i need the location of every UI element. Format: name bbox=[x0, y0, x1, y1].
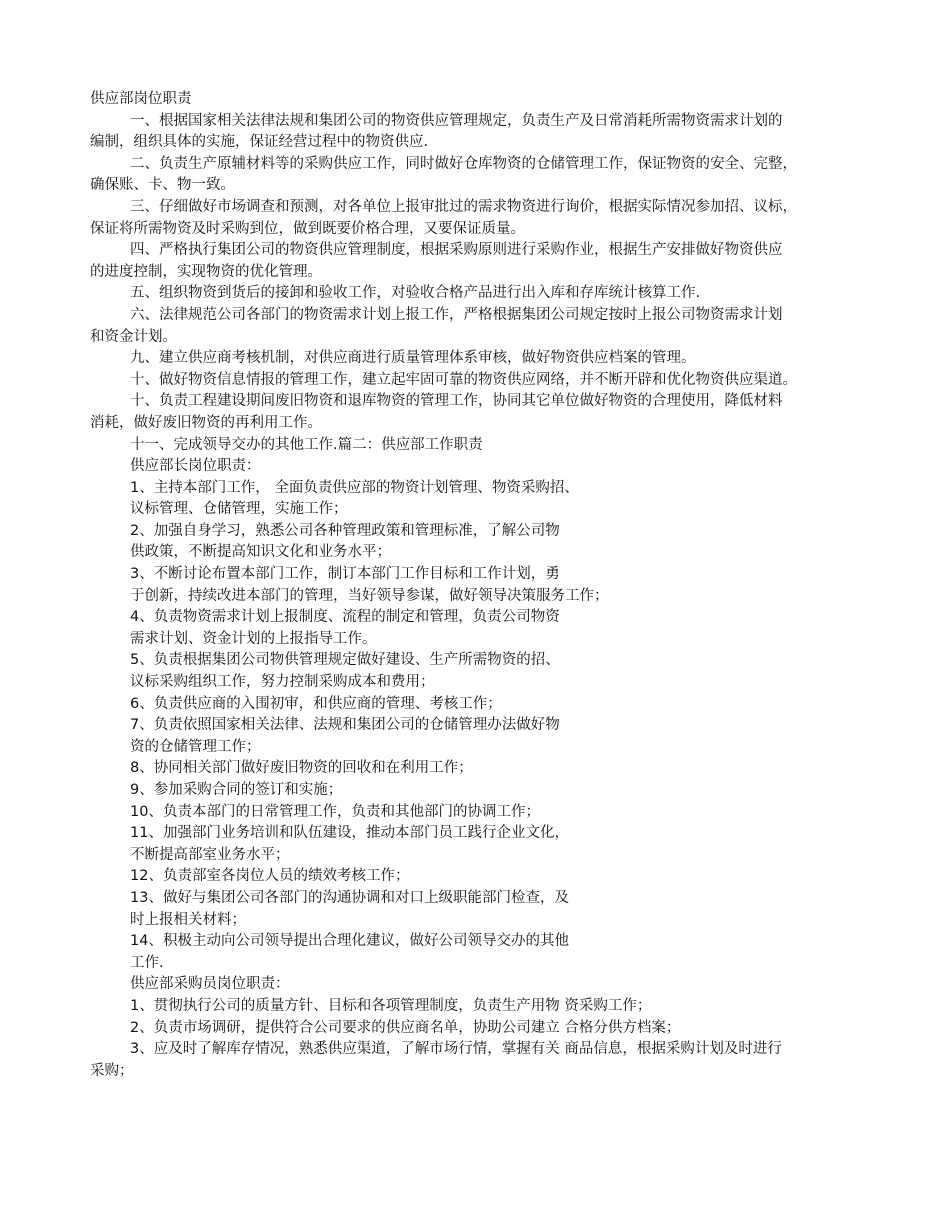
text-line: 13、做好与集团公司各部门的沟通协调和对口上级职能部门检查，及 bbox=[130, 889, 569, 906]
text-line: 7、负责依照国家相关法律、法规和集团公司的仓储管理办法做好物 bbox=[130, 717, 560, 734]
text-line: 供政策，不断提高知识文化和业务水平； bbox=[130, 544, 391, 561]
text-line: 6、负责供应商的入围初审，和供应商的管理、考核工作； bbox=[130, 695, 502, 712]
text-line: 1、贯彻执行公司的质量方针、目标和各项管理制度，负责生产用物 资采购工作； bbox=[130, 997, 652, 1014]
document-title: 供应部岗位职责 bbox=[90, 91, 192, 107]
document-page bbox=[90, 89, 880, 1082]
text-line: 采购； bbox=[90, 1062, 134, 1079]
text-line: 4、负责物资需求计划上报制度、流程的制定和管理，负责公司物资 bbox=[130, 609, 560, 626]
text-line: 11、加强部门业务培训和队伍建设，推动本部门员工践行企业文化， bbox=[130, 825, 569, 842]
text-line: 供应部采购员岗位职责： bbox=[130, 976, 290, 993]
text-line: 3、应及时了解库存情况，熟悉供应渠道，了解市场行情，掌握有关 商品信息，根据采购计划及时进行 bbox=[130, 1041, 782, 1058]
text-line: 二、负责生产原辅材料等的采购供应工作，同时做好仓库物资的仓储管理工作，保证物资的安全、完整， bbox=[130, 155, 797, 172]
text-line: 不断提高部室业务水平； bbox=[130, 846, 290, 863]
text-line: 2、加强自身学习，熟悉公司各种管理政策和管理标准，了解公司物 bbox=[130, 522, 560, 539]
text-line: 保证将所需物资及时采购到位，做到既要价格合理，又要保证质量。 bbox=[90, 220, 525, 237]
text-line: 的进度控制，实现物资的优化管理。 bbox=[90, 263, 322, 280]
text-line: 2、负责市场调研，提供符合公司要求的供应商名单，协助公司建立 合格分供方档案； bbox=[130, 1019, 681, 1036]
text-line: 三、仔细做好市场调查和预测，对各单位上报审批过的需求物资进行询价，根据实际情况参加招、议标， bbox=[130, 198, 797, 215]
text-line: 六、法律规范公司各部门的物资需求计划上报工作，严格根据集团公司规定按时上报公司物资需求计划 bbox=[130, 306, 783, 323]
text-line: 十、负责工程建设期间废旧物资和退库物资的管理工作，协同其它单位做好物资的合理使用，降低材料 bbox=[130, 393, 783, 410]
text-line: 资的仓储管理工作； bbox=[130, 738, 261, 755]
document-body bbox=[90, 111, 880, 1083]
text-line: 十一、完成领导交办的其他工作.篇二：供应部工作职责 bbox=[130, 436, 483, 453]
text-line: 一、根据国家相关法律法规和集团公司的物资供应管理规定，负责生产及日常消耗所需物资需求计划的 bbox=[130, 112, 783, 129]
text-line: 于创新，持续改进本部门的管理，当好领导参谋，做好领导决策服务工作； bbox=[130, 587, 609, 604]
text-line: 供应部长岗位职责： bbox=[130, 458, 261, 475]
text-line: 需求计划、资金计划的上报指导工作。 bbox=[130, 630, 377, 647]
text-line: 确保账、卡、物一致。 bbox=[90, 177, 235, 194]
text-line: 1、主持本部门工作， 全面负责供应部的物资计划管理、物资采购招、 bbox=[130, 479, 579, 496]
text-line: 10、负责本部门的日常管理工作，负责和其他部门的协调工作； bbox=[130, 803, 540, 820]
text-line: 14、积极主动向公司领导提出合理化建议，做好公司领导交办的其他 bbox=[130, 933, 569, 950]
text-line: 议标采购组织工作，努力控制采购成本和费用； bbox=[130, 674, 435, 691]
text-line: 和资金计划。 bbox=[90, 328, 177, 345]
text-line: 编制，组织具体的实施，保证经营过程中的物资供应. bbox=[90, 134, 429, 151]
text-line: 时上报相关材料； bbox=[130, 911, 246, 928]
text-line: 十、做好物资信息情报的管理工作，建立起牢固可靠的物资供应网络，并不断开辟和优化物资供应渠道。 bbox=[130, 371, 797, 388]
text-line: 12、负责部室各岗位人员的绩效考核工作； bbox=[130, 868, 410, 885]
text-line: 工作. bbox=[130, 954, 164, 971]
text-line: 8、协同相关部门做好废旧物资的回收和在利用工作； bbox=[130, 760, 473, 777]
text-line: 九、建立供应商考核机制，对供应商进行质量管理体系审核，做好物资供应档案的管理。 bbox=[130, 350, 696, 367]
text-line: 四、严格执行集团公司的物资供应管理制度，根据采购原则进行采购作业，根据生产安排做好物资供应 bbox=[130, 242, 783, 259]
text-line: 3、不断讨论布置本部门工作，制订本部门工作目标和工作计划，勇 bbox=[130, 566, 560, 583]
text-line: 议标管理、仓储管理，实施工作； bbox=[130, 501, 348, 518]
text-line: 9、参加采购合同的签订和实施； bbox=[130, 782, 343, 798]
text-line: 消耗，做好废旧物资的再利用工作。 bbox=[90, 414, 322, 431]
text-line: 5、负责根据集团公司物供管理规定做好建设、生产所需物资的招、 bbox=[130, 652, 560, 669]
text-line: 五、组织物资到货后的接卸和验收工作，对验收合格产品进行出入库和存库统计核算工作. bbox=[130, 285, 701, 302]
